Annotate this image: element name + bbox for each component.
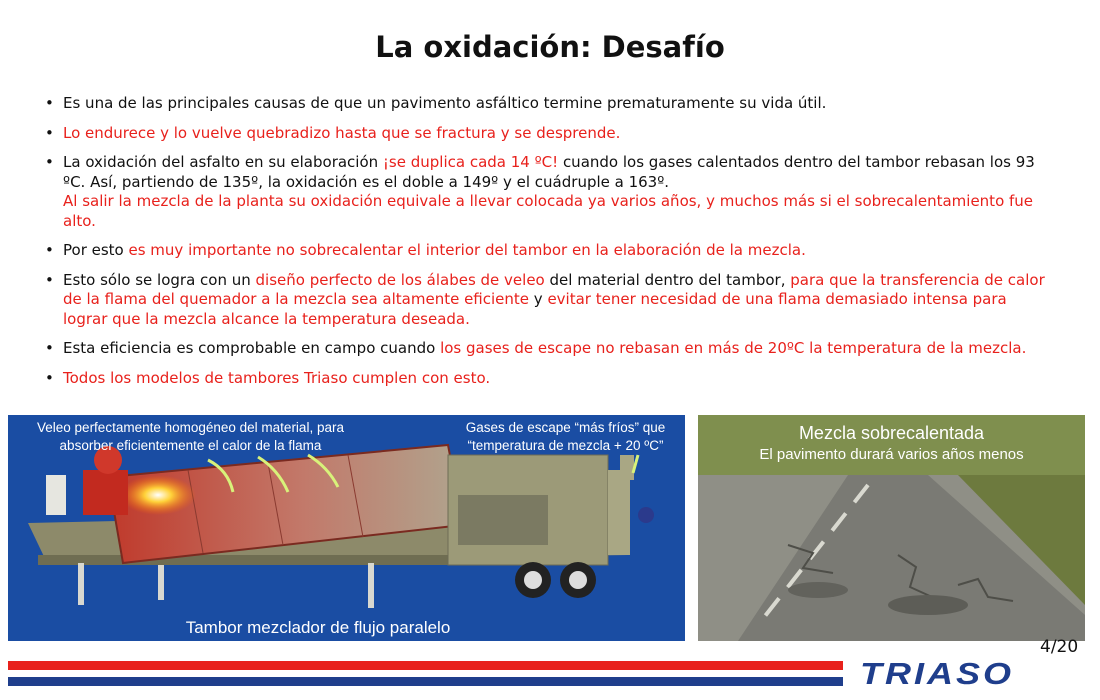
bullet-text: Esto sólo se logra con un — [63, 270, 256, 289]
bullet-text: del material dentro del tambor, — [544, 270, 791, 289]
bullet-text: los gases de escape no rebasan en más de 20ºC la temperatura de la mezcla. — [440, 339, 1027, 357]
veleo-caption-line-2: absorber eficientemente el calor de la flama — [59, 438, 322, 453]
bullet-text: diseño perfecto de los álabes de veleo — [255, 270, 545, 289]
bullet-text: Es una de las principales causas de que un pavimento asfáltico termine prematuramente su vida útil. — [63, 94, 827, 112]
bullet-text: ¡se duplica cada 14 ºC! — [382, 153, 559, 171]
bullet-dot: • — [45, 368, 54, 387]
bullet-dot: • — [45, 153, 54, 171]
overheated-mix-title: Mezcla sobrecalentada — [798, 423, 985, 443]
bullet-item — [45, 124, 1055, 144]
overheated-mix-subtitle: El pavimento durará varios años menos — [759, 446, 1024, 463]
slide-title: La oxidación: Desafío — [375, 30, 725, 64]
veleo-caption — [18, 419, 363, 455]
bullet-text: Por esto — [63, 241, 129, 259]
triaso-logo: TRIASO — [860, 655, 1015, 691]
drum-mixer-illustration — [8, 415, 685, 641]
bullet-dot: • — [45, 123, 54, 142]
footer-red-stripe — [8, 661, 843, 670]
page-number: 4/20 — [1040, 637, 1079, 657]
damaged-road-photo — [698, 415, 1085, 641]
bullet-text: Al salir la mezcla de la planta su oxidación equivale a llevar colocada ya varios años, y muchos más si el sobrecalentamiento fue alto. — [63, 192, 1034, 230]
footer-blue-stripe — [8, 677, 843, 686]
exhaust-caption-line-1: Gases de escape “más fríos” que — [465, 420, 666, 435]
bullet-text: es muy importante no sobrecalentar el interior del tambor en la elaboración de la mezcla. — [128, 241, 806, 259]
bullet-item — [45, 241, 1055, 261]
bullet-dot: • — [45, 94, 54, 112]
bullet-item — [45, 339, 1055, 359]
bullet-text: Esta eficiencia es comprobable en campo cuando — [63, 339, 441, 357]
footer-white-stripe — [8, 672, 843, 675]
bullet-text: Lo endurece y lo vuelve quebradizo hasta que se fractura y se desprende. — [63, 123, 621, 142]
bullet-text: para que la transferencia de calor de la flama del quemador a la mezcla sea altamente eficiente — [63, 270, 1045, 308]
bullet-text: y — [529, 290, 548, 308]
bullet-dot: • — [45, 241, 54, 259]
bullet-list — [45, 94, 1055, 398]
veleo-caption-line-1: Veleo perfectamente homogéneo del material, para — [37, 420, 344, 435]
bullet-dot: • — [45, 339, 54, 357]
bullet-text: evitar tener necesidad de una flama demasiado intensa para lograr que la mezcla alcance la temperatura deseada. — [63, 290, 1007, 328]
bullet-item — [45, 153, 1055, 231]
bullet-item — [45, 94, 1055, 114]
exhaust-caption — [448, 419, 683, 455]
bullet-item — [45, 369, 1055, 389]
bullet-item — [45, 271, 1055, 330]
bullet-text: La oxidación del asfalto en su elaboración — [63, 153, 383, 171]
exhaust-caption-line-2: “temperatura de mezcla + 20 ºC” — [467, 438, 664, 453]
bullet-text: cuando los gases calentados dentro del tambor rebasan los 93 ºC. Así, partiendo de 135º, la oxidación es el doble a 149º y el cuádruple a 163º. — [63, 153, 1035, 191]
drum-caption: Tambor mezclador de flujo paralelo — [185, 618, 451, 637]
bullet-dot: • — [45, 270, 54, 289]
bullet-text: Todos los modelos de tambores Triaso cumplen con esto. — [63, 368, 491, 387]
